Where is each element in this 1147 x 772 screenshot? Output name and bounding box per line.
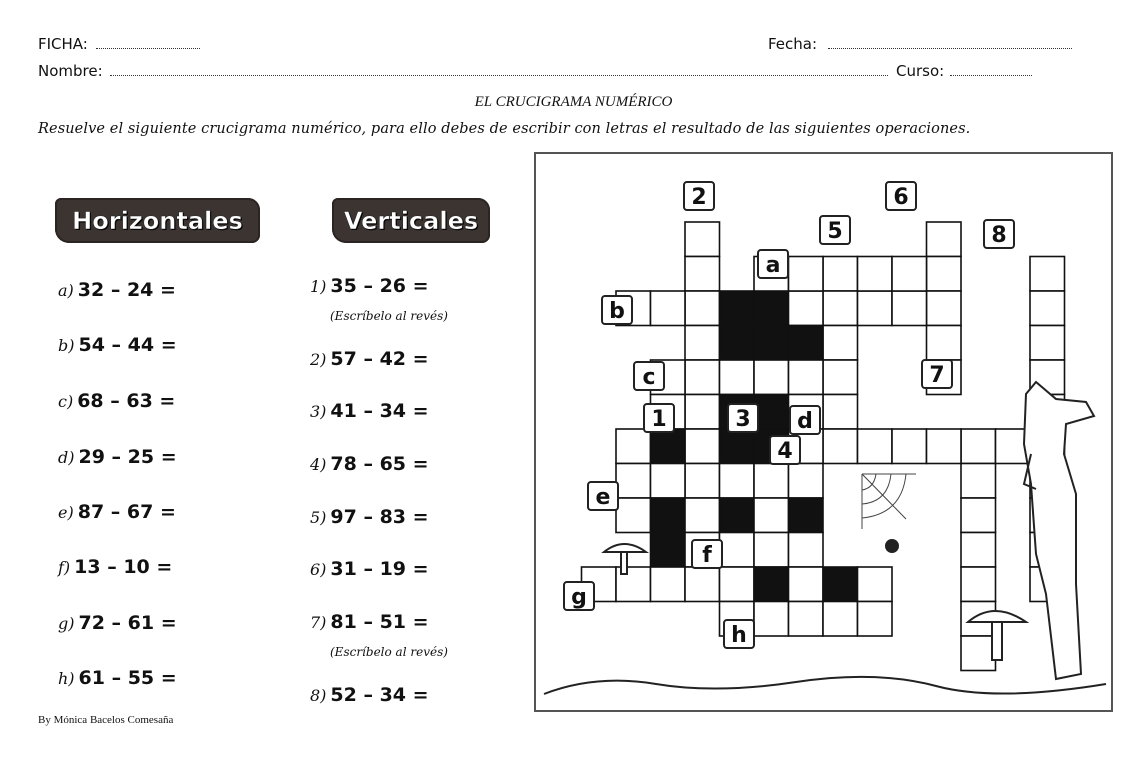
- crossword-cell[interactable]: [685, 567, 720, 602]
- instructions-text: Resuelve el siguiente crucigrama numérico, para ello debes de escribir con letras el resultado de las siguientes operaciones.: [38, 121, 971, 137]
- sign-f-label: f: [702, 543, 712, 568]
- vertical-item-2: 2) 57 – 42 =: [310, 348, 429, 370]
- crossword-cell[interactable]: [685, 395, 720, 430]
- horizontal-item-g: g) 72 – 61 =: [58, 612, 177, 634]
- crossword-cell[interactable]: [823, 257, 858, 292]
- nombre-field[interactable]: [110, 75, 888, 76]
- page-title: EL CRUCIGRAMA NUMÉRICO: [474, 94, 673, 110]
- crossword-cell[interactable]: [754, 533, 789, 568]
- crossword-cell: [651, 498, 686, 533]
- ficha-field[interactable]: [96, 48, 200, 49]
- crossword-cell[interactable]: [858, 429, 893, 464]
- sign-n5-label: 5: [827, 219, 843, 244]
- crossword-cell[interactable]: [961, 429, 996, 464]
- crossword-cell[interactable]: [685, 326, 720, 361]
- crossword-cell[interactable]: [858, 602, 893, 637]
- crossword-cell[interactable]: [685, 464, 720, 499]
- crossword-cell[interactable]: [651, 464, 686, 499]
- crossword-cell[interactable]: [754, 360, 789, 395]
- crossword-cell[interactable]: [823, 395, 858, 430]
- crossword-cell[interactable]: [927, 222, 962, 257]
- sign-h-label: h: [731, 623, 747, 648]
- horizontal-item-f: f) 13 – 10 =: [58, 556, 173, 578]
- crossword-cell[interactable]: [927, 326, 962, 361]
- horizontal-item-d: d) 29 – 25 =: [58, 446, 177, 468]
- crossword-cell[interactable]: [720, 567, 755, 602]
- crossword-cell[interactable]: [685, 291, 720, 326]
- crossword-cell: [651, 533, 686, 568]
- crossword-cell[interactable]: [616, 498, 651, 533]
- crossword-cell[interactable]: [789, 257, 824, 292]
- crossword-cell: [720, 326, 755, 361]
- crossword-cell[interactable]: [927, 291, 962, 326]
- vertical-item-7-note: (Escríbelo al revés): [330, 645, 448, 659]
- wolf-illustration: [1024, 382, 1094, 679]
- vertical-item-1: 1) 35 – 26 =: [310, 275, 429, 297]
- vertical-item-7: 7) 81 – 51 =: [310, 611, 429, 633]
- crossword-cell[interactable]: [1030, 291, 1065, 326]
- crossword-grid: [582, 222, 1065, 671]
- crossword-cell[interactable]: [789, 567, 824, 602]
- sign-c-label: c: [642, 365, 656, 390]
- sign-n6-label: 6: [893, 185, 909, 210]
- sign-b-label: b: [609, 299, 625, 324]
- crossword-cell[interactable]: [651, 567, 686, 602]
- crossword-cell[interactable]: [789, 533, 824, 568]
- fecha-label: Fecha:: [768, 35, 818, 53]
- horizontal-item-c: c) 68 – 63 =: [58, 390, 176, 412]
- vertical-item-6: 6) 31 – 19 =: [310, 558, 429, 580]
- horizontales-heading-plank: [55, 198, 260, 243]
- vertical-item-4: 4) 78 – 65 =: [310, 453, 429, 475]
- crossword-cell: [720, 498, 755, 533]
- crossword-drawing: [536, 154, 1111, 710]
- sign-e-label: e: [595, 485, 611, 510]
- crossword-cell[interactable]: [616, 429, 651, 464]
- crossword-cell: [651, 429, 686, 464]
- crossword-cell[interactable]: [927, 429, 962, 464]
- crossword-cell[interactable]: [685, 222, 720, 257]
- sign-n2-label: 2: [691, 185, 707, 210]
- curso-label: Curso:: [896, 62, 945, 80]
- vertical-item-5: 5) 97 – 83 =: [310, 506, 429, 528]
- crossword-cell[interactable]: [1030, 257, 1065, 292]
- crossword-cell[interactable]: [858, 257, 893, 292]
- crossword-cell: [754, 291, 789, 326]
- crossword-cell: [754, 567, 789, 602]
- crossword-cell[interactable]: [789, 360, 824, 395]
- fecha-field[interactable]: [828, 48, 1072, 49]
- horizontal-item-a: a) 32 – 24 =: [58, 279, 176, 301]
- horizontal-item-h: h) 61 – 55 =: [58, 667, 177, 689]
- crossword-cell[interactable]: [685, 360, 720, 395]
- crossword-cell[interactable]: [789, 602, 824, 637]
- crossword-cell[interactable]: [892, 429, 927, 464]
- crossword-cell[interactable]: [1030, 326, 1065, 361]
- sign-n1-label: 1: [651, 407, 667, 432]
- crossword-cell: [720, 291, 755, 326]
- crossword-cell: [789, 498, 824, 533]
- nombre-label: Nombre:: [38, 62, 103, 80]
- crossword-cell[interactable]: [823, 360, 858, 395]
- vertical-item-8: 8) 52 – 34 =: [310, 684, 429, 706]
- vertical-item-3: 3) 41 – 34 =: [310, 400, 429, 422]
- spider-web: [862, 474, 916, 529]
- sign-n4-label: 4: [777, 439, 793, 464]
- horizontal-item-b: b) 54 – 44 =: [58, 334, 177, 356]
- crossword-cell[interactable]: [720, 533, 755, 568]
- crossword-cell[interactable]: [961, 498, 996, 533]
- crossword-cell[interactable]: [754, 498, 789, 533]
- crossword-cell[interactable]: [892, 257, 927, 292]
- crossword-cell: [720, 429, 755, 464]
- crossword-cell[interactable]: [789, 464, 824, 499]
- crossword-cell: [754, 326, 789, 361]
- crossword-cell[interactable]: [961, 533, 996, 568]
- crossword-cell[interactable]: [685, 429, 720, 464]
- crossword-cell: [789, 326, 824, 361]
- sign-a-label: a: [765, 253, 781, 278]
- crossword-cell: [754, 395, 789, 430]
- horizontal-item-e: e) 87 – 67 =: [58, 501, 176, 523]
- crossword-cell[interactable]: [754, 602, 789, 637]
- spider-icon: [885, 539, 899, 553]
- sign-g-label: g: [571, 585, 587, 610]
- sign-d-label: d: [797, 409, 813, 434]
- crossword-cell[interactable]: [961, 464, 996, 499]
- author-credit: By Mónica Bacelos Comesaña: [38, 714, 174, 726]
- crossword-cell[interactable]: [823, 429, 858, 464]
- crossword-cell[interactable]: [685, 257, 720, 292]
- horizontales-heading: Horizontales: [72, 206, 243, 235]
- crossword-cell[interactable]: [651, 291, 686, 326]
- crossword-cell[interactable]: [823, 602, 858, 637]
- crossword-cell[interactable]: [685, 498, 720, 533]
- crossword-cell[interactable]: [789, 291, 824, 326]
- verticales-heading-plank: [332, 198, 490, 243]
- crossword-cell[interactable]: [754, 464, 789, 499]
- crossword-cell[interactable]: [858, 291, 893, 326]
- crossword-cell[interactable]: [616, 464, 651, 499]
- ground-line: [544, 677, 1106, 694]
- sign-n7-label: 7: [929, 363, 945, 388]
- sign-n8-label: 8: [991, 223, 1007, 248]
- crossword-cell: [823, 567, 858, 602]
- crossword-puzzle: [534, 152, 1113, 712]
- crossword-cell[interactable]: [927, 257, 962, 292]
- crossword-cell[interactable]: [823, 291, 858, 326]
- crossword-cell[interactable]: [961, 567, 996, 602]
- crossword-cell[interactable]: [961, 636, 996, 671]
- crossword-cell[interactable]: [858, 567, 893, 602]
- crossword-cell[interactable]: [720, 464, 755, 499]
- crossword-cell[interactable]: [720, 360, 755, 395]
- crossword-cell[interactable]: [823, 326, 858, 361]
- crossword-cell[interactable]: [892, 291, 927, 326]
- vertical-item-1-note: (Escríbelo al revés): [330, 309, 448, 323]
- ficha-label: FICHA:: [38, 35, 88, 53]
- verticales-heading: Verticales: [343, 206, 479, 235]
- sign-n3-label: 3: [735, 407, 751, 432]
- curso-field[interactable]: [950, 75, 1032, 76]
